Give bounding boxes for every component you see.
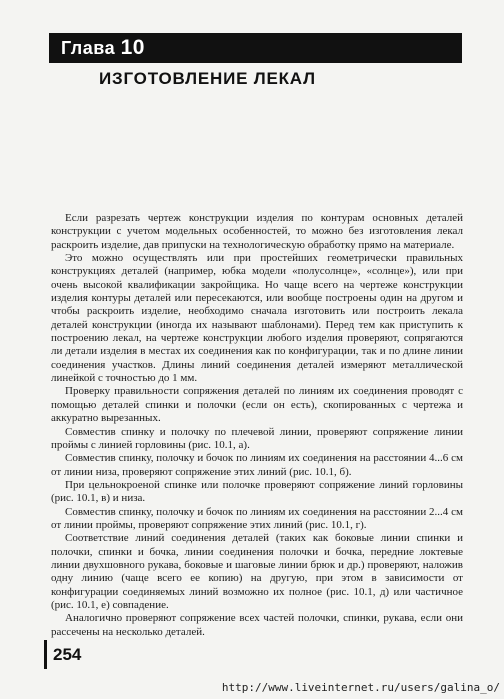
- chapter-title: ИЗГОТОВЛЕНИЕ ЛЕКАЛ: [99, 69, 316, 88]
- paragraph: Это можно осуществлять или при простейших геометрически правильных конструкциях деталей (например, юбка модели «полусолнце», «солнце»), или при очень высокой квалификации закройщика. Но чаще всего на чертеже конструкции изделия контуры деталей или пересекаются, или вообще построены один на другом и чтобы раскроить изделие, необходимо сначала изготовить или построить лекала деталей конструкции (иногда их называют шаблонами). Перед тем как приступить к построению лекал, на чертеже конструкции любого изделия проверяют, сопрягаются ли детали изделия в местах их соединения как по конфигурации, так и по длине линии соединения участков. Длины линий соединения деталей измеряют металлической линейкой с точностью до 1 мм.: [51, 252, 463, 385]
- chapter-label: Глава: [61, 38, 116, 58]
- paragraph: Соответствие линий соединения деталей (таких как боковые линии спинки и полочки, спинки и бочка, линии соединения полочки и бочка, передние локтевые линии двухшовного рукава, боковые и шаговые линии брюк и др.) проверяют, наложив одну линию (чаще всего ее копию) на другую, при этом в зависимости от конфигурации соединяемых линий возможно их полное (рис. 10.1, д) или частичное (рис. 10.1, е) совпадение.: [51, 532, 463, 611]
- paragraph: Совместив спинку, полочку и бочок по линиям их соединения на расстоянии 4...6 см от линии низа, проверяют сопряжение этих линий (рис. 10.1, б).: [51, 452, 463, 478]
- paragraph: Если разрезать чертеж конструкции изделия по контурам основных деталей конструкции с учетом модельных особенностей, то можно без изготовления лекал раскроить изделие, дав припуски на технологическую обработку прямо на материале.: [51, 212, 463, 251]
- paragraph: Совместив спинку, полочку и бочок по линиям их соединения на расстоянии 2...4 см от линии проймы, проверяют сопряжение этих линий (рис. 10.1, г).: [51, 505, 463, 531]
- body-text: [51, 212, 463, 639]
- chapter-number: 10: [120, 36, 145, 59]
- paragraph: Совместив спинку и полочку по плечевой линии, проверяют сопряжение линии проймы с линией горловины (рис. 10.1, а).: [51, 425, 463, 451]
- paragraph: При цельнокроеной спинке или полочке проверяют сопряжение линий горловины (рис. 10.1, в) и низа.: [51, 478, 463, 505]
- paragraph: Аналогично проверяют сопряжение всех частей полочки, спинки, рукава, если они рассечены на несколько деталей.: [51, 612, 463, 638]
- page-number-rule: [44, 640, 47, 669]
- watermark-url: http://www.liveinternet.ru/users/galina_o/: [221, 681, 500, 694]
- page-number: 254: [53, 645, 82, 664]
- chapter-header-bar: [49, 33, 462, 63]
- paragraph: Проверку правильности сопряжения деталей по линиям их соединения проводят с помощью деталей спинки и полочки (если он есть), скопированных с чертежа и аккуратно вырезанных.: [51, 385, 463, 425]
